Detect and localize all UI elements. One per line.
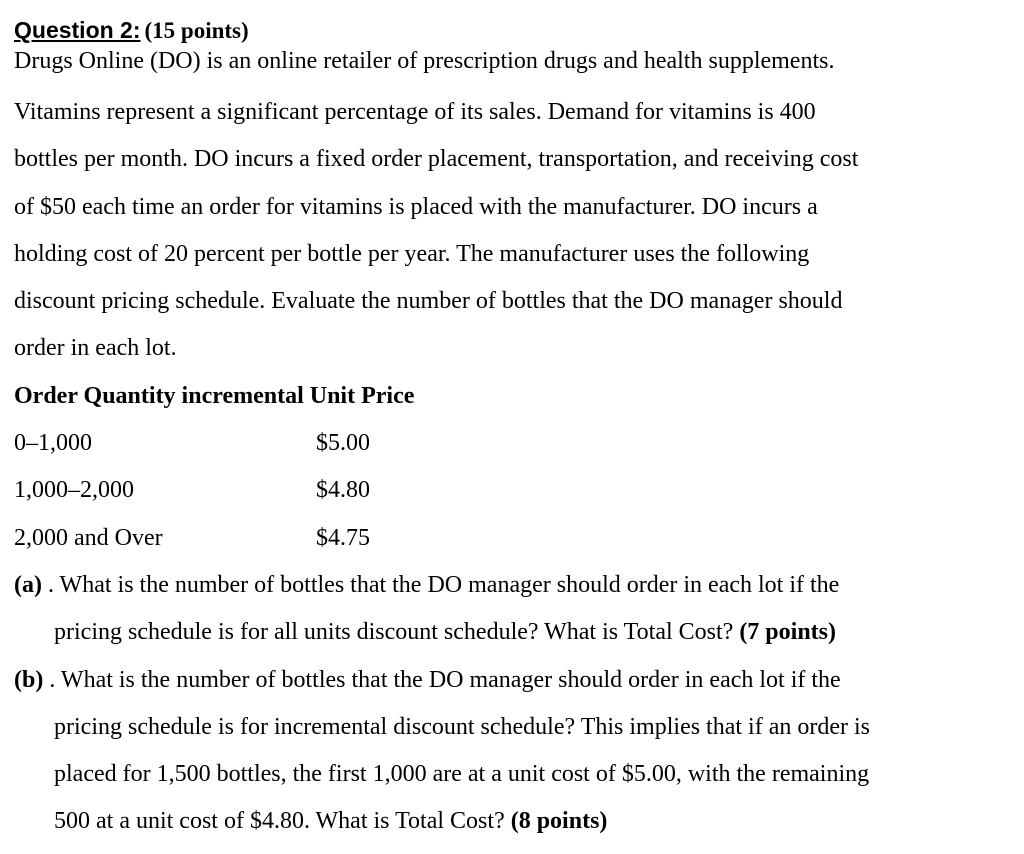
pricing-quantity: 0–1,000 [14,430,92,457]
question-heading [14,10,1014,50]
pricing-unit-price: $4.75 [316,524,370,551]
part-b-line [14,806,1014,853]
pricing-table [14,428,1014,570]
part-b-points: (8 points) [510,808,608,835]
part-b-line [14,665,1014,712]
question-intro [14,50,1014,381]
part-b-label: (b) [14,666,44,693]
pricing-table-title: Order Quantity incremental Unit Price [14,382,415,409]
intro-line: bottles per month. DO incurs a fixed order placement, transportation, and receiving cost [14,146,859,173]
question-points: (15 points) [144,18,249,43]
part-b-line: placed for 1,500 bottles, the first 1,000 are at a unit cost of $5.00, with the remaining [54,761,870,788]
part-a-text: . What is the number of bottles that the DO manager should order in each lot if the [47,571,840,598]
part-b-text: . What is the number of bottles that the DO manager should order in each lot if the [49,666,841,693]
question-document [14,10,1014,854]
part-a [14,570,1014,665]
pricing-quantity: 2,000 and Over [14,524,163,551]
question-label: Question 2: [14,17,141,43]
intro-line: discount pricing schedule. Evaluate the number of bottles that the DO manager should [14,288,843,315]
pricing-unit-price: $5.00 [316,430,370,457]
pricing-row [14,428,1014,475]
pricing-row [14,523,1014,570]
part-b [14,665,1014,854]
intro-line: holding cost of 20 percent per bottle per year. The manufacturer uses the following [14,240,810,267]
intro-line: Vitamins represent a significant percentage of its sales. Demand for vitamins is 400 [14,99,816,125]
part-a-line [14,570,1014,617]
pricing-unit-price: $4.80 [316,477,370,504]
part-b-line: pricing schedule is for incremental discount schedule? This implies that if an order is [54,713,870,740]
part-a-line [14,617,1014,664]
part-a-points: (7 points) [739,619,836,646]
intro-line: Drugs Online (DO) is an online retailer of prescription drugs and health supplements. [14,48,835,74]
pricing-quantity: 1,000–2,000 [14,477,134,504]
pricing-row [14,475,1014,522]
intro-line: order in each lot. [14,335,177,362]
intro-line: of $50 each time an order for vitamins is placed with the manufacturer. DO incurs a [14,193,818,220]
part-b-text: 500 at a unit cost of $4.80. What is Total Cost? [54,808,505,835]
part-a-label: (a) [14,571,42,598]
part-a-text: pricing schedule is for all units discount schedule? What is Total Cost? [54,619,734,646]
